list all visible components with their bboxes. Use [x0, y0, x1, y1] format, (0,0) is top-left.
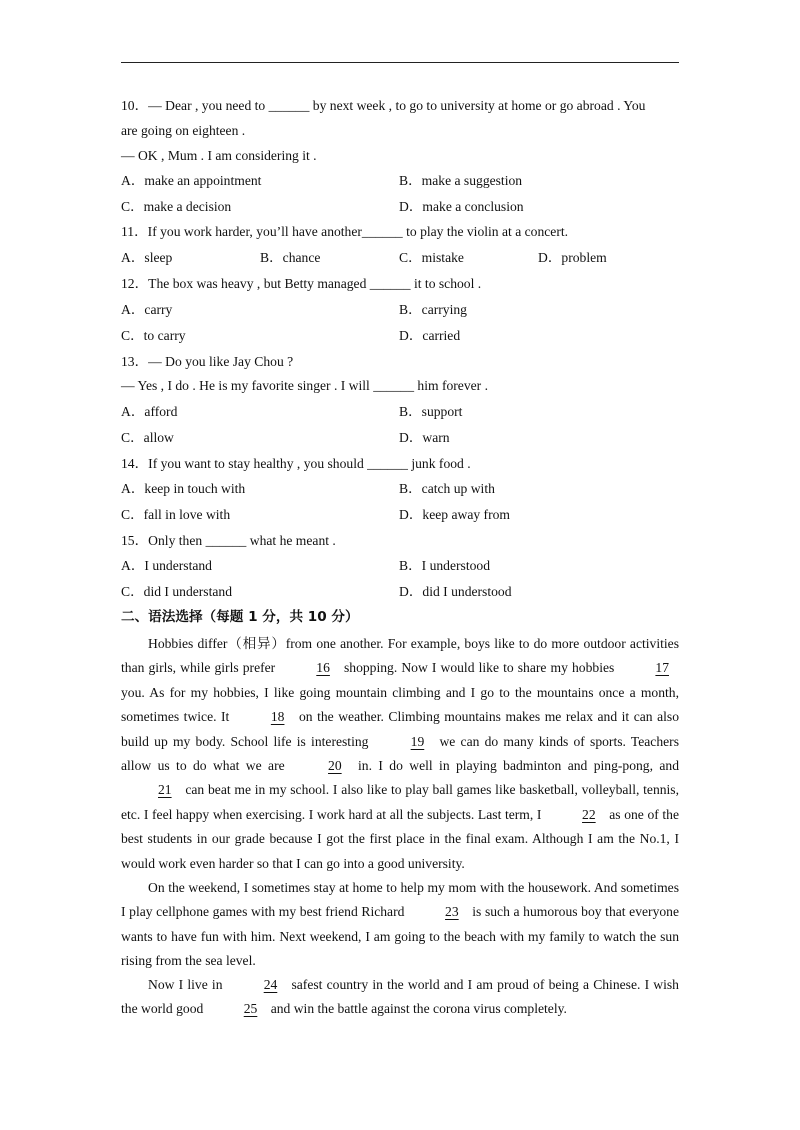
passage-text: On the weekend, I sometimes stay at home to help my mom with the housework. And sometimes I play cellphone games with my best friend Richard [121, 880, 679, 920]
passage-text: safest country in the world and I am proud of being a Chinese. I wish the world good [121, 977, 679, 1017]
q10-option-d: D．make a conclusion [399, 199, 524, 214]
passage-text: we can do many kinds of sports. Teachers allow us to do what we are [121, 733, 679, 774]
q14-stem: 14．If you want to stay healthy , you should ______ junk food . [121, 456, 471, 471]
passage-text: Hobbies differ（相异）from one another. For example, boys like to do more outdoor activities than girls, while girls prefer [121, 636, 679, 676]
blank-22: 22 [582, 806, 596, 822]
q14-option-d: D．keep away from [399, 507, 510, 522]
q12-option-a: A．carry [121, 302, 173, 317]
passage-text: on the weather. Climbing mountains makes me relax and it can also build up my body. School life is interesting [121, 709, 680, 749]
q15-stem: 15．Only then ______ what he meant . [121, 533, 336, 548]
q15-option-b: B．I understood [399, 558, 490, 573]
passage-text: Now I live in [148, 977, 227, 992]
q15-option-a: A．I understand [121, 558, 212, 573]
q15-option-c: C．did I understand [121, 584, 233, 599]
passage-paragraph-2 [121, 876, 679, 974]
q11-stem: 11．If you work harder, you’ll have another______ to play the violin at a concert. [121, 224, 569, 239]
blank-16: 16 [316, 660, 330, 676]
q13-option-d: D．warn [399, 430, 450, 445]
blank-23: 23 [445, 904, 459, 920]
passage-text: as one of the best students in our grade because I got the first place in the final exam. Although I am the No.1, I would work even harder so that I can go into a good university. [121, 806, 680, 871]
q14-option-a: A．keep in touch with [121, 481, 246, 496]
q10-option-c: C．make a decision [121, 199, 232, 214]
header-rule [121, 62, 679, 63]
blank-20: 20 [328, 758, 342, 774]
blank-18: 18 [270, 709, 285, 725]
passage-text: shopping. Now I would like to share my hobbies [339, 660, 619, 676]
blank-25: 25 [243, 1001, 258, 1017]
q12-option-c: C．to carry [121, 328, 186, 343]
blank-24: 24 [263, 977, 278, 992]
section-title: 二、语法选择（每题 1 分，共 10 分） [121, 609, 359, 625]
q13-option-c: C．allow [121, 430, 174, 445]
q11-option-d: D．problem [538, 250, 607, 265]
blank-21: 21 [158, 782, 172, 798]
passage-text: is such a humorous boy that everyone wants to have fun with him. Next weekend, I am going to the beach with my family to watch the sun rising from the sea level. [121, 904, 679, 969]
passage-text: can beat me in my school. I also like to play ball games like basketball, volleyball, tennis, etc. I feel happy when exercising. I work hard at all the subjects. Last term, I [121, 782, 679, 822]
q11-option-a: A．sleep [121, 250, 173, 265]
q13-stem-line1: 13．— Do you like Jay Chou ? [121, 354, 294, 369]
q10-stem-line3: — OK , Mum . I am considering it . [121, 148, 317, 163]
q12-stem: 12．The box was heavy , but Betty managed ______ it to school . [121, 276, 482, 291]
blank-17: 17 [655, 660, 669, 676]
blank-19: 19 [410, 733, 425, 749]
q13-stem-line2: — Yes , I do . He is my favorite singer . I will ______ him forever . [121, 378, 488, 393]
q10-option-b: B．make a suggestion [399, 173, 523, 188]
q12-option-d: D．carried [399, 328, 461, 343]
q15-option-d: D．did I understood [399, 584, 512, 599]
q11-option-b: B．chance [260, 250, 321, 265]
q12-option-b: B．carrying [399, 302, 467, 317]
passage-text: in. I do well in playing badminton and ping-pong, and [351, 758, 679, 774]
q14-option-b: B．catch up with [399, 481, 495, 496]
q13-option-a: A．afford [121, 404, 178, 419]
q13-option-b: B．support [399, 404, 463, 419]
q10-option-a: A．make an appointment [121, 173, 262, 188]
q14-option-c: C．fall in love with [121, 507, 231, 522]
passage-paragraph-1 [121, 632, 679, 876]
q11-option-c: C．mistake [399, 250, 464, 265]
passage-paragraph-3 [121, 973, 679, 1022]
q10-stem-line1: 10．— Dear , you need to ______ by next week , to go to university at home or go abroad . You [121, 98, 646, 113]
passage-text: you. As for my hobbies, I like going mountain climbing and I go to the mountains once a month, sometimes twice. It [121, 684, 679, 725]
passage-text: and win the battle against the corona virus completely. [267, 1001, 567, 1017]
q10-stem-line2: are going on eighteen . [121, 123, 246, 138]
